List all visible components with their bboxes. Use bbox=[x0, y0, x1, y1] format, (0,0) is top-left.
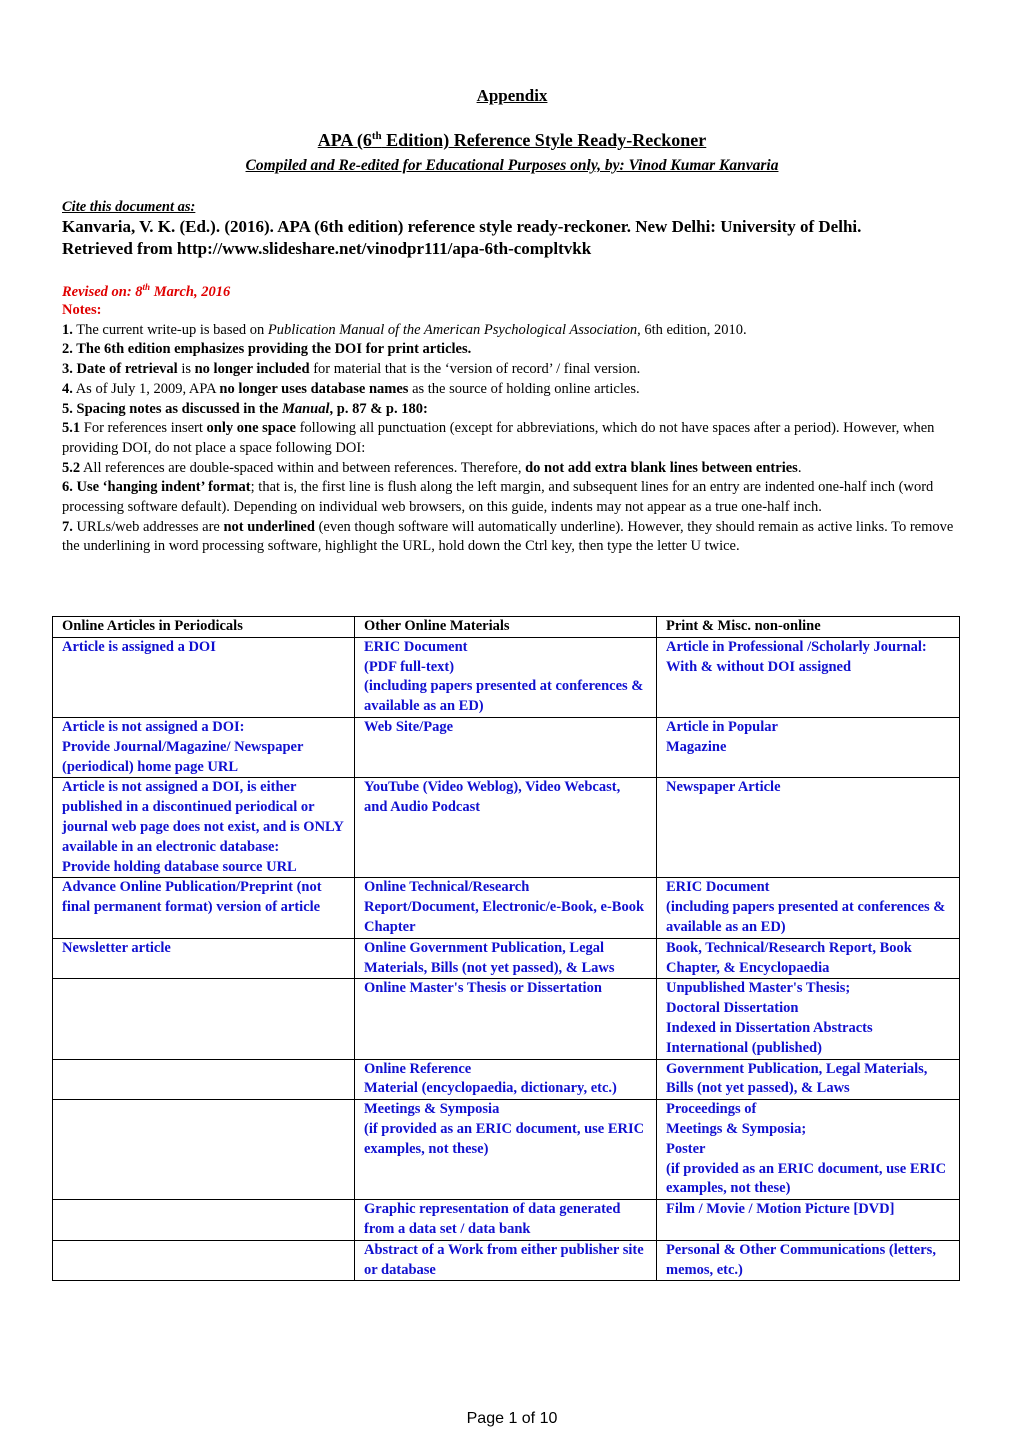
revised-date: Revised on: 8th March, 2016 bbox=[62, 282, 231, 300]
table-cell: Advance Online Publication/Preprint (not final permanent format) version of article bbox=[53, 878, 355, 938]
column-header: Other Online Materials bbox=[355, 617, 657, 638]
column-header: Print & Misc. non-online bbox=[657, 617, 960, 638]
note-6: 6. Use ‘hanging indent’ format; that is, the first line is flush along the left margin, and subsequent lines for an entry are indented one-half inch (word processing software default). Depending on individual web browsers, on this guide, indents may not appear as a true one-half inch. bbox=[62, 479, 934, 516]
table-cell: Online Technical/Research Report/Document, Electronic/e-Book, e-Book Chapter bbox=[355, 878, 657, 938]
table-cell: Personal & Other Communications (letters, memos, etc.) bbox=[657, 1240, 960, 1281]
table-cell: Graphic representation of data generated from a data set / data bank bbox=[355, 1200, 657, 1241]
table-row bbox=[53, 1240, 960, 1281]
table-row bbox=[53, 979, 960, 1059]
table-cell: Proceedings of Meetings & Symposia; Poster (if provided as an ERIC document, use ERIC examples, not these) bbox=[657, 1100, 960, 1200]
table-cell: YouTube (Video Weblog), Video Webcast, and Audio Podcast bbox=[355, 778, 657, 878]
table-row bbox=[53, 778, 960, 878]
table-cell: Article in Popular Magazine bbox=[657, 717, 960, 777]
column-header: Online Articles in Periodicals bbox=[53, 617, 355, 638]
table-cell: Article is not assigned a DOI, is either published in a discontinued periodical or journal web page does not exist, and is ONLY available in an electronic database: Provide holding database source URL bbox=[53, 778, 355, 878]
table-cell: Newsletter article bbox=[53, 938, 355, 979]
table-cell: Article in Professional /Scholarly Journal: With & without DOI assigned bbox=[657, 637, 960, 717]
table-cell: Online Reference Material (encyclopaedia, dictionary, etc.) bbox=[355, 1059, 657, 1100]
note-5-1: 5.1 For references insert only one space following all punctuation (except for abbreviations, which do not have spaces after a period). However, when providing DOI, do not place a space following DOI: bbox=[62, 420, 935, 456]
table-cell: Article is not assigned a DOI: Provide Journal/Magazine/ Newspaper (periodical) home page URL bbox=[53, 717, 355, 777]
table-cell: ERIC Document (including papers presented at conferences & available as an ED) bbox=[657, 878, 960, 938]
table-cell: Meetings & Symposia (if provided as an ERIC document, use ERIC examples, not these) bbox=[355, 1100, 657, 1200]
cite-label: Cite this document as: bbox=[62, 199, 196, 215]
table-row bbox=[53, 938, 960, 979]
page-number: Page 1 of 10 bbox=[466, 1410, 558, 1427]
note-4: 4. As of July 1, 2009, APA no longer uses database names as the source of holding online articles. bbox=[62, 380, 640, 397]
notes-heading: Notes: bbox=[62, 302, 102, 318]
note-2: 2. The 6th edition emphasizes providing the DOI for print articles. bbox=[62, 341, 472, 358]
table-cell: Newspaper Article bbox=[657, 778, 960, 878]
table-cell bbox=[53, 1200, 355, 1241]
table-cell: Online Master's Thesis or Dissertation bbox=[355, 979, 657, 1059]
table-cell: Article is assigned a DOI bbox=[53, 637, 355, 717]
table-cell: Web Site/Page bbox=[355, 717, 657, 777]
table-row bbox=[53, 1059, 960, 1100]
note-7: 7. URLs/web addresses are not underlined (even though software will automatically underline). However, they should remain as active links. To remove the underlining in word processing software, highlight the URL, hold down the Ctrl key, then type the letter U twice. bbox=[62, 518, 954, 555]
citation-line-2: Retrieved from http://www.slideshare.net/vinodpr111/apa-6th-compltvkk bbox=[62, 239, 592, 258]
table-cell: Abstract of a Work from either publisher site or database bbox=[355, 1240, 657, 1281]
reference-type-table bbox=[52, 616, 960, 1281]
table-cell: Film / Movie / Motion Picture [DVD] bbox=[657, 1200, 960, 1241]
note-1: 1. The current write-up is based on Publication Manual of the American Psychological Association, 6th edition, 2010. bbox=[62, 321, 747, 338]
note-3: 3. Date of retrieval is no longer included for material that is the ‘version of record’ / final version. bbox=[62, 361, 641, 378]
table-row bbox=[53, 878, 960, 938]
table-cell bbox=[53, 979, 355, 1059]
table-row bbox=[53, 637, 960, 717]
table-cell: Book, Technical/Research Report, Book Chapter, & Encyclopaedia bbox=[657, 938, 960, 979]
note-5-2: 5.2 All references are double-spaced within and between references. Therefore, do not add extra blank lines between entries. bbox=[62, 459, 802, 476]
table-row bbox=[53, 1100, 960, 1200]
table-cell bbox=[53, 1240, 355, 1281]
citation-line-1: Kanvaria, V. K. (Ed.). (2016). APA (6th edition) reference style ready-reckoner. New Delhi: University of Delhi. bbox=[62, 217, 862, 236]
citation bbox=[62, 216, 972, 260]
table-cell: ERIC Document (PDF full-text) (including papers presented at conferences & available as an ED) bbox=[355, 637, 657, 717]
table-row bbox=[53, 717, 960, 777]
document-title: APA (6th Edition) Reference Style Ready-Reckoner bbox=[317, 130, 707, 150]
appendix-heading: Appendix bbox=[476, 86, 548, 105]
note-5: 5. Spacing notes as discussed in the Manual, p. 87 & p. 180: bbox=[62, 400, 428, 417]
table-body bbox=[53, 637, 960, 1281]
table-cell bbox=[53, 1059, 355, 1100]
table-cell: Unpublished Master's Thesis; Doctoral Dissertation Indexed in Dissertation Abstracts International (published) bbox=[657, 979, 960, 1059]
notes-section bbox=[62, 301, 967, 557]
document-subtitle: Compiled and Re-edited for Educational Purposes only, by: Vinod Kumar Kanvaria bbox=[245, 157, 779, 174]
table-row bbox=[53, 1200, 960, 1241]
table-cell bbox=[53, 1100, 355, 1200]
table-header-row bbox=[53, 617, 960, 638]
table-cell: Government Publication, Legal Materials, Bills (not yet passed), & Laws bbox=[657, 1059, 960, 1100]
table-cell: Online Government Publication, Legal Materials, Bills (not yet passed), & Laws bbox=[355, 938, 657, 979]
